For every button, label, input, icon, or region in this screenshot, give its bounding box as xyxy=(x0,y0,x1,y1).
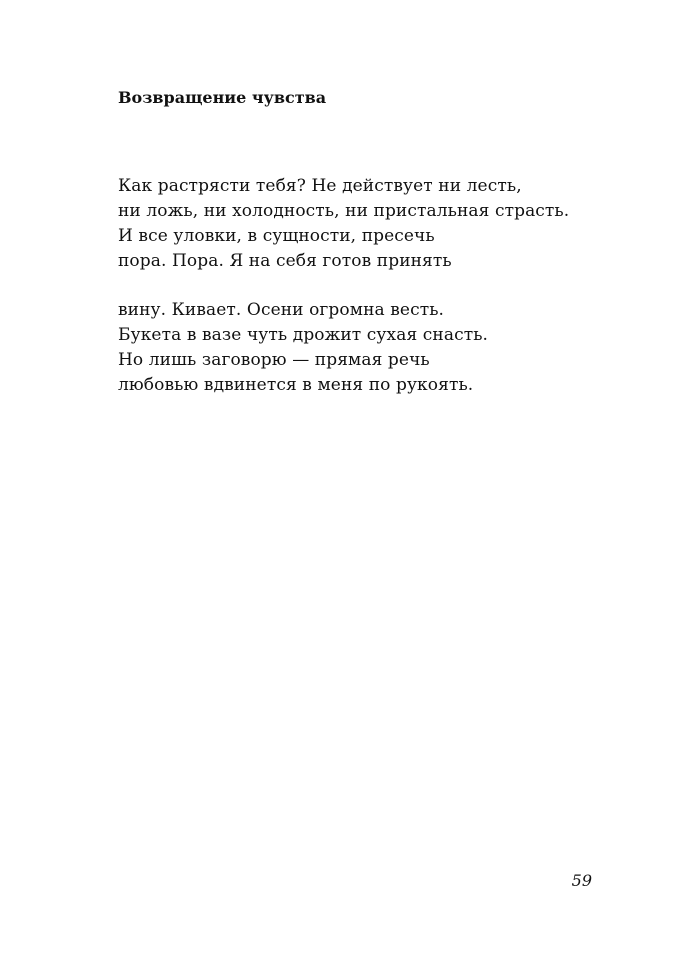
stanza-2 xyxy=(118,298,488,398)
poem-line: Букета в вазе чуть дрожит сухая снасть. xyxy=(118,325,489,345)
poem-line: пора. Пора. Я на себя готов принять xyxy=(118,251,452,271)
poem-line: вину. Кивает. Осени огромна весть. xyxy=(118,300,445,320)
poem-line: Как растрясти тебя? Не действует ни лесть, xyxy=(118,176,522,196)
poem-line: ни ложь, ни холодность, ни пристальная страсть. xyxy=(118,201,570,221)
poem-line: любовью вдвинется в меня по рукоять. xyxy=(118,375,474,395)
stanza-1 xyxy=(118,174,569,274)
poem-title: Возвращение чувства xyxy=(118,88,327,107)
poem-line: И все уловки, в сущности, пресечь xyxy=(118,226,435,246)
poem-line: Но лишь заговорю — прямая речь xyxy=(118,350,430,370)
page-number: 59 xyxy=(571,871,592,890)
